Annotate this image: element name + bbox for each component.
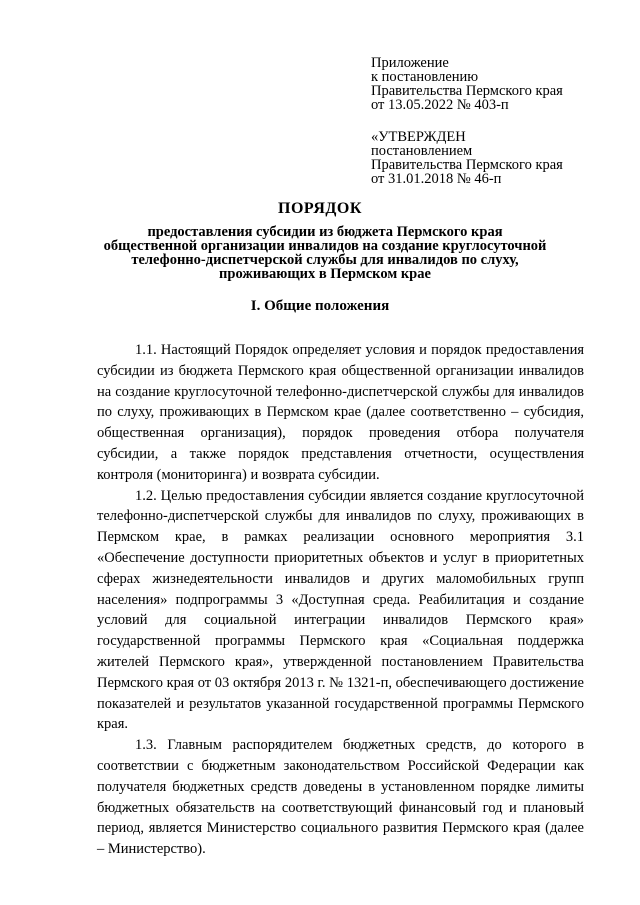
subtitle-line: проживающих в Пермском крае: [219, 266, 431, 282]
subtitle-line: общественной организации инвалидов на создание круглосуточной: [103, 238, 547, 254]
document-title: ПОРЯДОК: [278, 200, 362, 217]
document-body: [97, 340, 584, 860]
approval-line: постановлением: [371, 143, 473, 159]
subtitle-line: телефонно-диспетчерской службы для инвалидов по слуху,: [131, 252, 519, 268]
approval-line: от 31.01.2018 № 46-п: [371, 171, 502, 187]
approval-line: «УТВЕРЖДЕН: [371, 129, 466, 145]
attachment-block: [371, 56, 621, 112]
document-subtitle: [90, 225, 560, 281]
paragraph-1-2: 1.2. Целью предоставления субсидии является создание круглосуточной телефонно-диспетчерской службы для инвалидов по слуху, проживающих в Пермском крае, в рамках реализации основного мероприятия 3.1 «Обеспечение доступности приоритетных объектов и услуг в приоритетных сферах жизнедеятельности инвалидов и других маломобильных групп населения» подпрограммы 3 «Доступная среда. Реабилитация и создание условий для социальной интеграции инвалидов Пермского края» государственной программы Пермского края «Социальная поддержка жителей Пермского края», утвержденной постановлением Правительства Пермского края от 03 октября 2013 г. № 1321-п, обеспечивающего достижение показателей и результатов указанной государственной программы Пермского края.: [97, 487, 584, 733]
attachment-line: Правительства Пермского края: [371, 83, 563, 99]
section-heading: I. Общие положения: [250, 298, 390, 314]
paragraph-1-1: 1.1. Настоящий Порядок определяет условия и порядок предоставления субсидии из бюджета Пермского края общественной организации инвалидов на создание круглосуточной телефонно-диспетчерской службы для инвалидов по слуху, проживающих в Пермском крае (далее соответственно – субсидия, общественная организация), порядок проведения отбора получателя субсидии, а также порядок представления отчетности, осуществления контроля (мониторинга) и возврата субсидии.: [97, 342, 584, 483]
attachment-line: к постановлению: [371, 69, 479, 85]
attachment-line: Приложение: [371, 55, 449, 71]
approval-line: Правительства Пермского края: [371, 157, 563, 173]
paragraph-1-3: 1.3. Главным распорядителем бюджетных средств, до которого в соответствии с бюджетным законодательством Российской Федерации как получателя бюджетных средств доведены в установленном порядке лимиты бюджетных обязательств на соответствующий финансовый год и плановый период, является Министерство социального развития Пермского края (далее – Министерство).: [97, 737, 584, 858]
attachment-line: от 13.05.2022 № 403-п: [371, 97, 509, 113]
subtitle-line: предоставления субсидии из бюджета Пермского края: [147, 224, 503, 240]
approval-block: [371, 130, 621, 186]
